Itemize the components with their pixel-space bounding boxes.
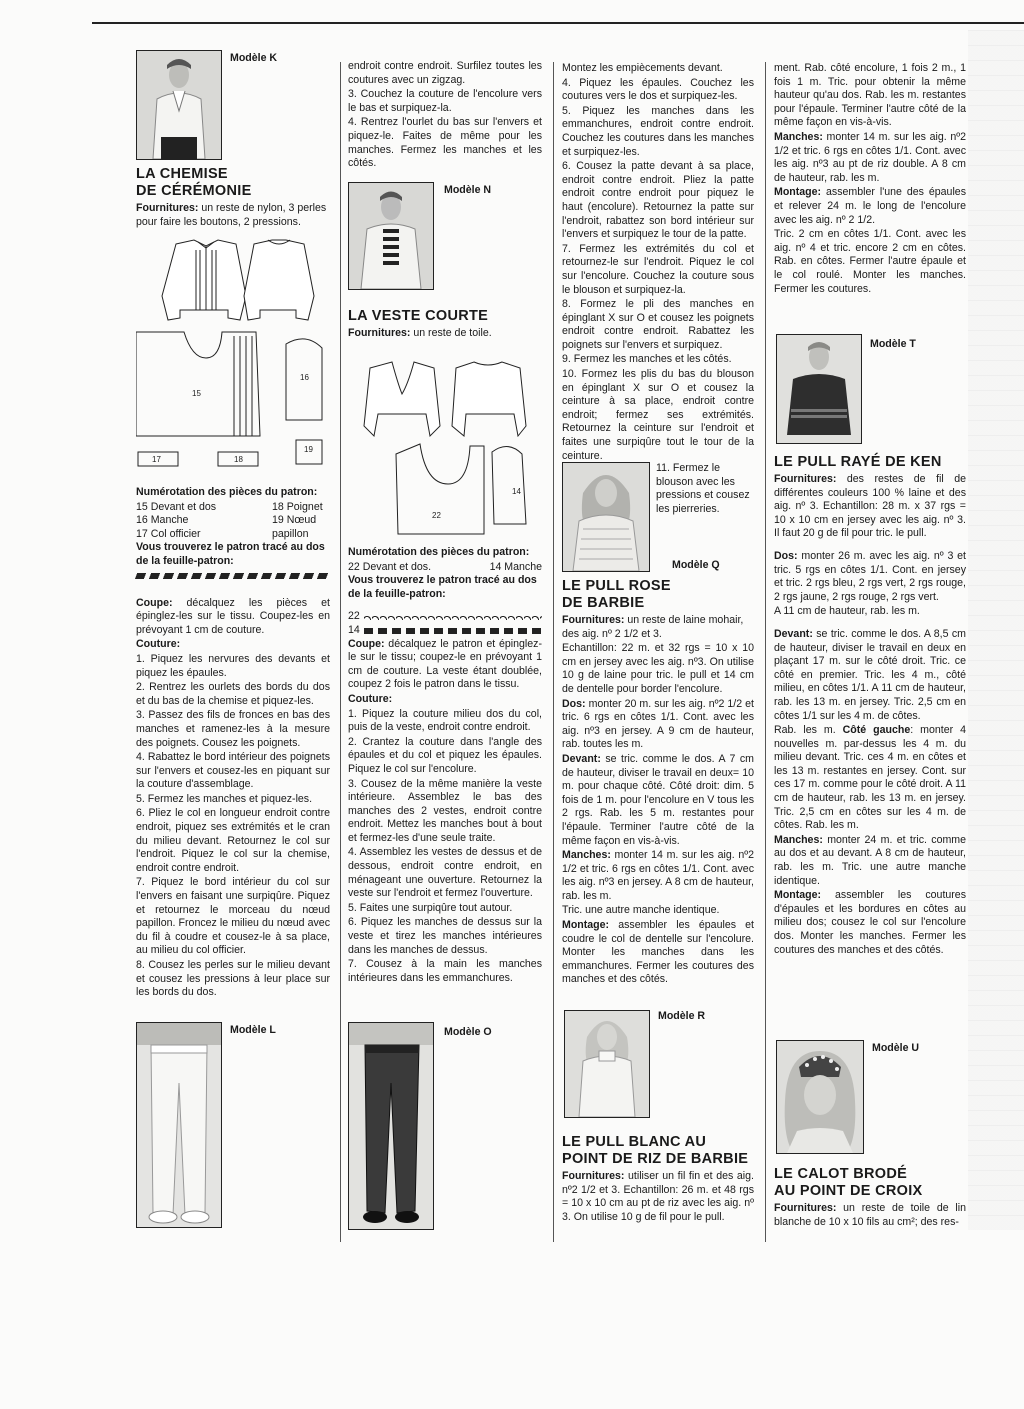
step: 7. Fermez les extrémités du col et retournez-le sur l'endroit. Piquez le col sur l'encolure. Couchez la couture sous le blouson et surpiquez-la. [562, 242, 754, 296]
tric-autre: Tric. une autre manche identique. [562, 904, 720, 917]
step: 6. Piquez les manches de dessus sur la veste et tirez les manches intérieures dans les manches de dessus. [348, 916, 542, 956]
fournitures-pull-raye: Fournitures: des restes de fil de différentes couleurs 100 % laine et des aig. nº 3. Echantillon: 28 m. x 37 rgs = 10 x 10 cm en jersey avec les aig. nº 3. Il faut 20 g de fil pour tric. le pull. [774, 473, 966, 540]
pattern-num-22: 22 [432, 511, 441, 520]
chemise-pattern-drawing [136, 236, 332, 480]
column-4-mid [774, 454, 966, 958]
photo-model-n [348, 182, 434, 290]
ken-shirt-photo [137, 51, 221, 159]
top-rule [92, 22, 1024, 24]
piece-22: 22 Devant et dos. [348, 560, 432, 573]
step: 3. Passez des fils de fronces en bas des manches et ramenez-les à la mesure des poignets. Cousez les poignets. [136, 709, 330, 749]
column-divider [765, 62, 766, 1242]
model-q-label: Modèle Q [672, 559, 720, 571]
title-chemise-2: DE CÉRÉMONIE [136, 183, 252, 199]
step: 9. Fermez les manches et les côtés. [562, 353, 732, 366]
title-calot-1: LE CALOT BRODÉ [774, 1166, 908, 1182]
step: 6. Pliez le col en longueur endroit contre endroit, piquez ses extrémités et le cran du milieu devant. Retournez le col sur l'endroit. Piquez le col sur la chemise, endroit contre endroit. [136, 807, 330, 874]
numerotation-heading: Numérotation des pièces du patron: [136, 486, 318, 498]
step: 7. Piquez le bord intérieur du col sur l'envers en faisant une surpiqûre. Piquez et retournez le morceau du nœud papillon. Froncez le milieu du nœud avec du fil à coudre et cousez-le à sa place, au milieu du col officier. [136, 876, 330, 957]
pattern-num-15: 15 [192, 389, 201, 398]
step: 10. Formez les plis du bas du blouson en épinglant X sur O et cousez la ceinture à sa place, endroit contre endroit; fermez ses extrémités. Retournez la ceinture sur l'endroit et faites une surpiqûre tout le tour de la ceinture. [562, 368, 754, 462]
column-4 [774, 62, 966, 297]
title-chemise-1: LA CHEMISE [136, 166, 228, 182]
coupe-chemise: Coupe: décalquez les pièces et épinglez-les sur le tissu. Coupez-les en prévoyant 1 cm de couture. [136, 596, 330, 636]
step: 5. Faites une surpiqûre tout autour. [348, 901, 513, 914]
vous-trouverez: Vous trouverez le patron tracé au dos de la feuille-patron: [136, 541, 325, 567]
ken-trousers-photo [137, 1023, 221, 1227]
step: 6. Cousez la patte devant à sa place, endroit contre endroit. Pliez la patte endroit contre endroit pour piquez le haut (encolure). Retournez la patte sur l'endroit, rabattez son bord intérieur sur l'envers et surpiquez le tour de la patte. [562, 160, 754, 241]
photo-model-q [562, 462, 650, 572]
fournitures-calot: Fournitures: un reste de toile de lin blanche de 10 x 10 fils au cm²; des res- [774, 1202, 966, 1228]
piece-19-cont: papillon [272, 527, 309, 540]
column-2-lower [348, 546, 542, 986]
piece-15: 15 Devant et dos [136, 500, 217, 513]
montage: Montage: assembler les épaules et coudre le col de dentelle sur l'encolure. Monter les manches dans les emmanchures. Fermer les coutures des manches et des côtés. [562, 919, 754, 986]
step: endroit contre endroit. Surfilez toutes les coutures avec un zigzag. [348, 60, 542, 86]
step: 2. Rentrez les ourlets des bords du dos et du bas de la chemise et piquez-les. [136, 681, 330, 707]
pattern-num-16: 16 [300, 373, 309, 382]
pattern-num-19: 19 [304, 445, 313, 454]
manches: Manches: monter 14 m. sur les aig. nº2 1/2 et tric. 6 rgs en côtes 1/1. Cont. avec les aig. nº3 en jersey. A 8 cm de hauteur, rab. les m. [562, 849, 754, 902]
model-t-label: Modèle T [870, 338, 916, 350]
ken-jeans-photo [349, 1023, 433, 1229]
echantillon: Echantillon: 22 m. et 32 rgs = 10 x 10 cm en jersey avec les aig. nº3. On utilise 10 g de laine pour tric. le pull et 14 cm de dentelle pour border l'encolure. [562, 642, 754, 695]
column-4-bottom [774, 1166, 966, 1230]
montage-3: Montage: assembler les coutures d'épaules et les bordures en côtes au milieu dos; cousez le col sur l'encolure dos. Monter les manches. Fermer les coutures des manches et des côtés. [774, 889, 966, 956]
photo-model-r [564, 1010, 650, 1118]
column-2 [348, 60, 542, 172]
title-calot-2: AU POINT DE CROIX [774, 1183, 923, 1199]
couture-heading: Couture: [348, 692, 393, 705]
intro: ment. Rab. côté encolure, 1 fois 2 m., 1 fois 1 m. Tric. pour obtenir la même hauteur qu'au dos. Rab. les m. restantes pour l'épaule. Terminer l'autre côté de la même façon en vis-à-vis. [774, 62, 966, 129]
piece-19: 19 Nœud [272, 514, 317, 527]
coupe-veste: Coupe: décalquez le patron et épinglez-le sur le tissu; coupez-le en prévoyant 1 cm de couture. La veste étant doublée, coupez 2 fois le patron dans le tissu. [348, 637, 542, 691]
manches: Manches: monter 14 m. sur les aig. nº2 1/2 et tric. 6 rgs en côtes 1/1. Cont. avec les aig. nº3 au pt de riz double. A 8 cm de hauteur, rab. les m. [774, 130, 966, 184]
model-o-label: Modèle O [444, 1026, 492, 1038]
step: 4. Assemblez les vestes de dessus et de dessous, endroit contre endroit, en ménageant une ouverture. Retournez la veste sur l'endroit et fermez l'ouverture. [348, 846, 542, 900]
step: 8. Formez le pli des manches en épinglant X sur O et cousez les poignets endroit contre endroit. Rabattez les poignets sur l'envers et surpiquez. [562, 298, 754, 351]
title-pull-blanc-2: POINT DE RIZ DE BARBIE [562, 1151, 749, 1167]
step: 7. Cousez à la main les manches intérieures dans les emmanchures. [348, 958, 542, 984]
column-2-mid [348, 308, 542, 342]
model-r-label: Modèle R [658, 1010, 706, 1022]
fournitures-chemise: Fournitures: un reste de nylon, 3 perles pour faire les boutons, 2 pressions. [136, 202, 327, 228]
dos-2: A 11 cm de hauteur, rab. les m. [774, 605, 920, 618]
title-pull-raye: LE PULL RAYÉ DE KEN [774, 454, 942, 470]
step: 1. Piquez la couture milieu dos du col, puis de la veste, endroit contre endroit. [348, 707, 542, 734]
photo-model-l [136, 1022, 222, 1228]
veste-pattern-drawing [348, 354, 544, 540]
column-divider [553, 62, 554, 1242]
fournitures-pull-blanc: Fournitures: utiliser un fil fin et des aig. nº2 1/2 et 3. Echantillon: 26 m. et 48 rgs = 10 x 10 cm au pt de riz avec les aig. nº 3. On utilise 10 g de fil pour le pull. [562, 1170, 754, 1223]
column-3 [562, 62, 754, 464]
title-pull-rose-1: LE PULL ROSE [562, 578, 671, 594]
fournitures-pull-rose: Fournitures: un reste de laine mohair, des aig. nº 2 1/2 et 3. [562, 614, 744, 640]
pattern-num-14: 14 [512, 487, 521, 496]
step: 2. Crantez la couture dans l'angle des épaules et du col et piquez les épaules. Piquez le col sur l'encolure. [348, 735, 542, 775]
column-divider [340, 62, 341, 1242]
cote-gauche: Rab. les m. Côté gauche: monter 4 nouvelles m. par-dessus les 4 m. du milieu devant. Tric. ces 4 m. en côtes et les 13 m. restantes en jersey. Cont. sur ces 17 m. comme pour le côté droit. A 11 cm de hauteur, rab. les 13 m. en jersey. Tric. 2,5 cm en côtes sur les 4 m. de côtes. Rab. les m. [774, 724, 966, 832]
legend-22: 22 [348, 610, 542, 624]
dos: Dos: monter 26 m. avec les aig. nº 3 et tric. 5 rgs en côtes 1/1. Cont. en jersey et tric. 2 rgs bleu, 2 rgs vert, 2 rgs rouge, 2 rgs jaune, 2 rgs rouge, 2 rgs vert. [774, 549, 966, 603]
column-1-lower [136, 486, 330, 1001]
pieces-list [348, 561, 542, 575]
barbie-white-pull-photo [565, 1011, 649, 1117]
column-3-lower [562, 578, 754, 988]
montage: Montage: assembler l'une des épaules et relever 24 m. le long de l'encolure avec les aig. nº 2 1/2. [774, 186, 966, 226]
step: 8. Cousez les perles sur le milieu devant et cousez les pressions à leur place sur les bords du dos. [136, 959, 330, 999]
step: 1. Piquez les nervures des devants et piquez les épaules. [136, 652, 330, 679]
vous-trouverez: Vous trouverez le patron tracé au dos de la feuille-patron: [348, 574, 537, 600]
pieces-list [136, 501, 330, 542]
step: 5. Piquez les manches dans les emmanchures, endroit contre endroit. Couchez les coutures dans les manches et surpiquez-les. [562, 104, 754, 158]
ken-striped-pull-photo [777, 335, 861, 443]
title-veste: LA VESTE COURTE [348, 308, 489, 324]
model-n-label: Modèle N [444, 184, 492, 196]
step-11: 11. Fermez le blouson avec les pressions et cousez les pierreries. [656, 462, 750, 515]
step: 4. Rentrez l'ourlet du bas sur l'envers et piquez-le. Faites de même pour les manches. Fermez les manches et les côtés. [348, 116, 542, 170]
numerotation-heading: Numérotation des pièces du patron: [348, 546, 530, 558]
devant: Devant: se tric. comme le dos. A 8,5 cm de hauteur, diviser le travail en deux en plaçant 17 m. sur le côté droit. Tric. ce côté en premier. Tric. les 4 m., côté milieu, en côtes 1/1. A 11 cm de hauteur, rab. les 13 m. en jersey. Tric. 2,5 cm en côtes 1/1 sur les 4 m. de côtes. [774, 627, 966, 722]
dos: Dos: monter 20 m. sur les aig. nº2 1/2 et tric. 6 rgs en côtes 1/1. Cont. avec les aig. nº3 en jersey. A 9 cm de hauteur, rab. toutes les m. [562, 697, 754, 751]
photo-model-o [348, 1022, 434, 1230]
legend-14: 14 [348, 624, 542, 638]
step: Montez les empiècements devant. [562, 62, 723, 74]
model-l-label: Modèle L [230, 1024, 276, 1036]
piece-18: 18 Poignet [272, 500, 323, 513]
step: 4. Rabattez le bord intérieur des poignets sur l'envers et cousez-les en piquant sur la couture d'assemblage. [136, 751, 330, 791]
piece-17: 17 Col officier [136, 527, 201, 540]
ken-jacket-photo [349, 183, 433, 289]
photo-model-u [776, 1040, 864, 1154]
barbie-pink-pull-photo [563, 463, 649, 571]
column-3-bottom [562, 1134, 754, 1225]
pattern-num-18: 18 [234, 455, 243, 464]
barbie-calot-photo [777, 1041, 863, 1153]
step: 3. Couchez la couture de l'encolure vers le bas et surpiquez-la. [348, 88, 542, 114]
pieces-right [272, 501, 330, 542]
photo-model-t [776, 334, 862, 444]
model-u-label: Modèle U [872, 1042, 920, 1054]
piece-14: 14 Manche [489, 560, 542, 573]
piece-16: 16 Manche [136, 514, 189, 527]
manches-2: Manches: monter 24 m. et tric. comme au dos et au devant. A 8 cm de hauteur, rab. les m. Tric. une autre manche identique. [774, 833, 966, 887]
couture-heading: Couture: [136, 638, 181, 651]
title-pull-rose-2: DE BARBIE [562, 595, 645, 611]
pattern-line-legend [135, 573, 331, 579]
step: 4. Piquez les épaules. Couchez les coutures vers le dos et surpiquez-les. [562, 76, 754, 103]
pattern-num-17: 17 [152, 455, 161, 464]
fournitures-veste: Fournitures: un reste de toile. [348, 327, 492, 339]
pieces-left [136, 501, 216, 542]
montage-2: Tric. 2 cm en côtes 1/1. Cont. avec les aig. nº 4 et tric. encore 2 cm en côtes. Rab. en côtes. Fermer l'autre épaule et le col roulé. Monter les manches. Fermer les coutures. [774, 228, 966, 295]
model-k-label: Modèle K [230, 52, 278, 64]
step: 5. Fermez les manches et piquez-les. [136, 792, 313, 805]
bleed-through-margin [968, 30, 1024, 1230]
column-1 [136, 166, 330, 230]
title-pull-blanc-1: LE PULL BLANC AU [562, 1134, 707, 1150]
devant: Devant: se tric. comme le dos. A 7 cm de hauteur, diviser le travail en deux= 10 m. pour chaque côté. Côté droit: dim. 5 fois de 1 m. pour l'encolure en V tous les 2 rgs. Rab. les 5 m. restantes pour l'épaule. Terminer l'autre côté de la même façon en vis-à-vis. [562, 752, 754, 847]
step: 3. Cousez de la même manière la veste intérieure. Assemblez le bas des manches des 2 vestes, endroit contre endroit. Mettez les manches bout à bout et fermez-les d'une seule traite. [348, 777, 542, 844]
photo-model-k [136, 50, 222, 160]
